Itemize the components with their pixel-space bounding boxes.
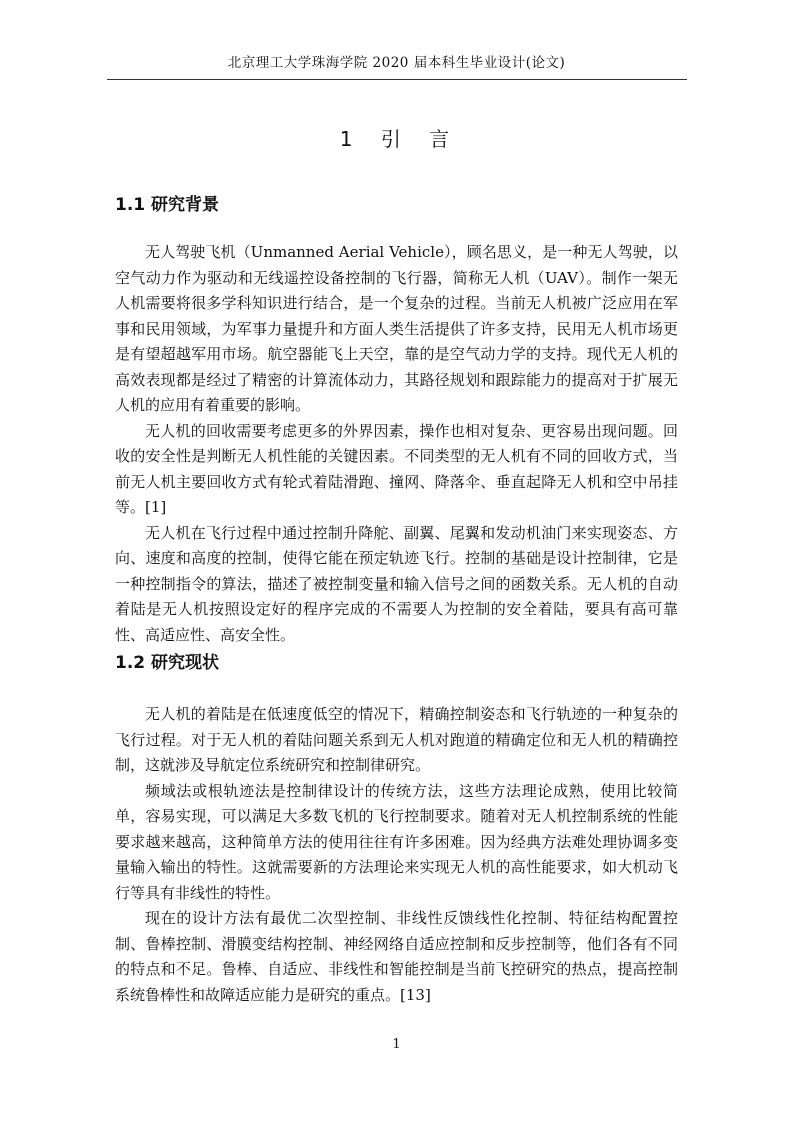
section-body-status <box>115 702 678 1008</box>
running-header: 北京理工大学珠海学院 2020 届本科生毕业设计(论文) <box>227 55 566 71</box>
section-heading-background: 1.1 研究背景 <box>115 195 220 215</box>
chapter-title: 1 引 言 <box>339 127 454 151</box>
section-body-background <box>115 240 678 648</box>
header-divider <box>107 79 687 80</box>
paragraph: 频域法或根轨迹法是控制律设计的传统方法，这些方法理论成熟，使用比较简单，容易实现，可以满足大多数飞机的飞行控制要求。随着对无人机控制系统的性能要求越来越高，这种简单方法的使用往往有许多困难。因为经典方法难处理协调多变量输入输出的特性。这就需要新的方法理论来实现无人机的高性能要求，如大机动飞行等具有非线性的特性。 <box>115 781 678 902</box>
paragraph: 无人机在飞行过程中通过控制升降舵、副翼、尾翼和发动机油门来实现姿态、方向、速度和高度的控制，使得它能在预定轨迹飞行。控制的基础是设计控制律，它是一种控制指令的算法，描述了被控制变量和输入信号之间的函数关系。无人机的自动着陆是无人机按照设定好的程序完成的不需要人为控制的安全着陆，要具有高可靠性、高适应性、高安全性。 <box>115 523 678 644</box>
paragraph: 无人机的着陆是在低速度低空的情况下，精确控制姿态和飞行轨迹的一种复杂的飞行过程。对于无人机的着陆问题关系到无人机对跑道的精确定位和无人机的精确控制，这就涉及导航定位系统研究和控制律研究。 <box>115 705 678 774</box>
paragraph: 现在的设计方法有最优二次型控制、非线性反馈线性化控制、特征结构配置控制、鲁棒控制、滑膜变结构控制、神经网络自适应控制和反步控制等，他们各有不同的特点和不足。鲁棒、自适应、非线性和智能控制是当前飞控研究的热点，提高控制系统鲁棒性和故障适应能力是研究的重点。[13] <box>115 909 678 1004</box>
paragraph: 无人机的回收需要考虑更多的外界因素，操作也相对复杂、更容易出现问题。回收的安全性是判断无人机性能的关键因素。不同类型的无人机有不同的回收方式，当前无人机主要回收方式有轮式着陆滑跑、撞网、降落伞、垂直起降无人机和空中吊挂等。[1] <box>115 421 678 516</box>
paragraph: 无人驾驶飞机（Unmanned Aerial Vehicle），顾名思义，是一种无人驾驶，以空气动力作为驱动和无线遥控设备控制的飞行器，简称无人机（UAV）。制作一架无人机需要将很多学科知识进行结合，是一个复杂的过程。当前无人机被广泛应用在军事和民用领域，为军事力量提升和方面人类生活提供了许多支持，民用无人机市场更是有望超越军用市场。航空器能飞上天空，靠的是空气动力学的支持。现代无人机的高效表现都是经过了精密的计算流体动力，其路径规划和跟踪能力的提高对于扩展无人机的应用有着重要的影响。 <box>115 243 678 414</box>
section-heading-status: 1.2 研究现状 <box>115 653 220 673</box>
page-number: 1 <box>392 1037 401 1052</box>
